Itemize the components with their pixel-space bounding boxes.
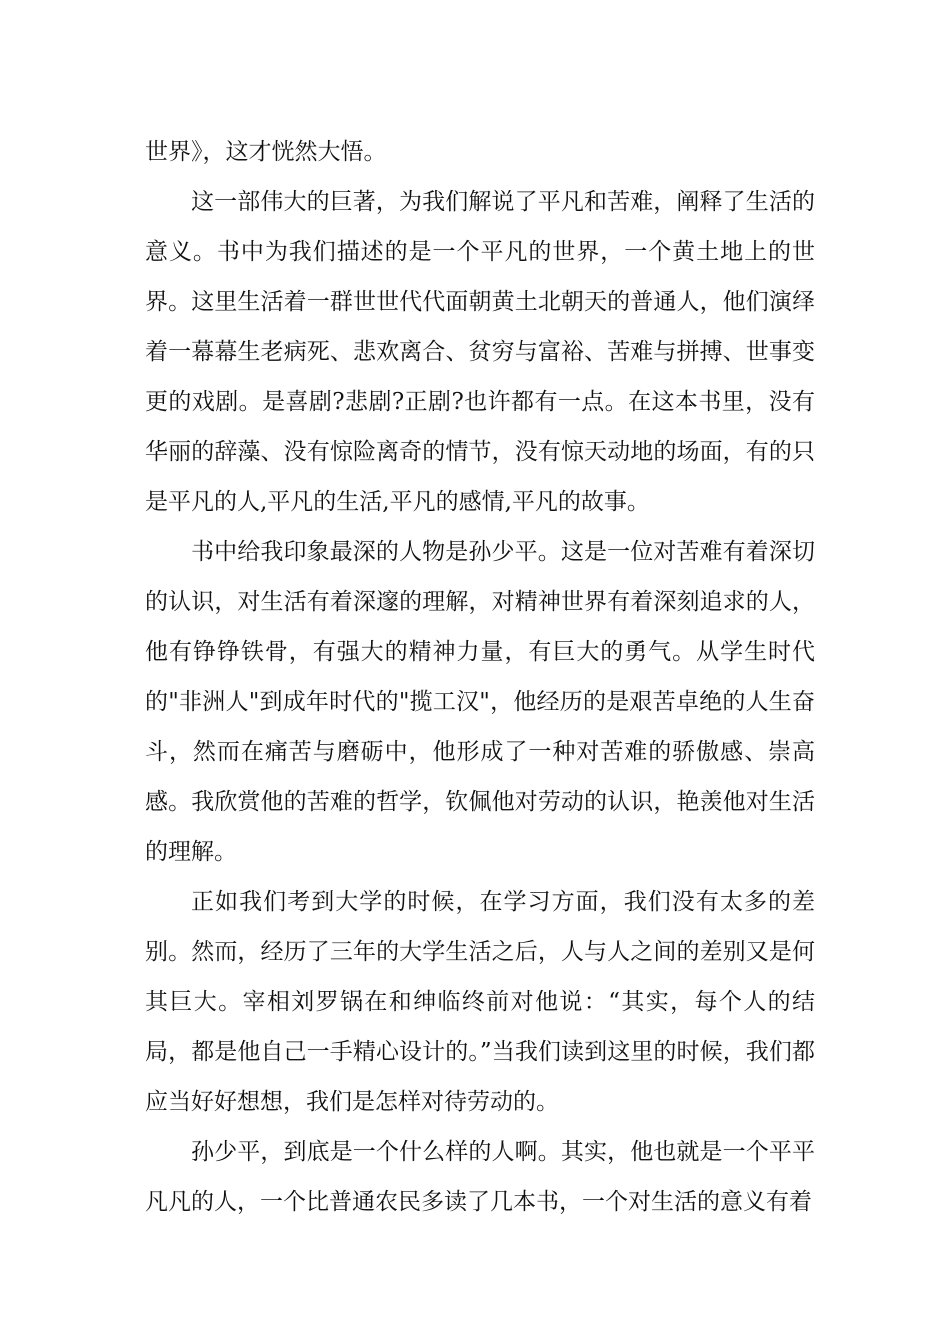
paragraph-novel-meaning: 这一部伟大的巨著，为我们解说了平凡和苦难，阐释了生活的意义。书中为我们描述的是一个平凡的世界，一个黄土地上的世界。这里生活着一群世世代代面朝黄土北朝天的普通人，他们演绎着一幕幕生老病死、悲欢离合、贫穷与富裕、苦难与拼搏、世事变更的戏剧。是喜剧?悲剧?正剧?也许都有一点。在这本书里，没有华丽的辞藻、没有惊险离奇的情节，没有惊天动地的场面，有的只是平凡的人,平凡的生活,平凡的感情,平凡的故事。 [145,189,815,515]
paragraph-university: 正如我们考到大学的时候，在学习方面，我们没有太多的差别。然而，经历了三年的大学生活之后，人与人之间的差别又是何其巨大。宰相刘罗锅在和绅临终前对他说：“其实，每个人的结局，都是他自己一手精心设计的。”当我们读到这里的时候，我们都应当好好想想，我们是怎样对待劳动的。 [145,889,815,1115]
paragraph-continued: 世界》，这才恍然大悟。 [145,139,387,165]
paragraph-sun-shaoping: 书中给我印象最深的人物是孙少平。这是一位对苦难有着深切的认识，对生活有着深邃的理解，对精神世界有着深刻追求的人，他有铮铮铁骨，有强大的精神力量，有巨大的勇气。从学生时代的"非洲人"到成年时代的"揽工汉"，他经历的是艰苦卓绝的人生奋斗，然而在痛苦与磨砺中，他形成了一种对苦难的骄傲感、崇高感。我欣赏他的苦难的哲学，钦佩他对劳动的认识，艳羡他对生活的理解。 [145,539,815,865]
body-text [145,127,815,1227]
paragraph-ordinary-person: 孙少平，到底是一个什么样的人啊。其实，他也就是一个平平凡凡的人，一个比普通农民多读了几本书，一个对生活的意义有着 [145,1139,815,1215]
